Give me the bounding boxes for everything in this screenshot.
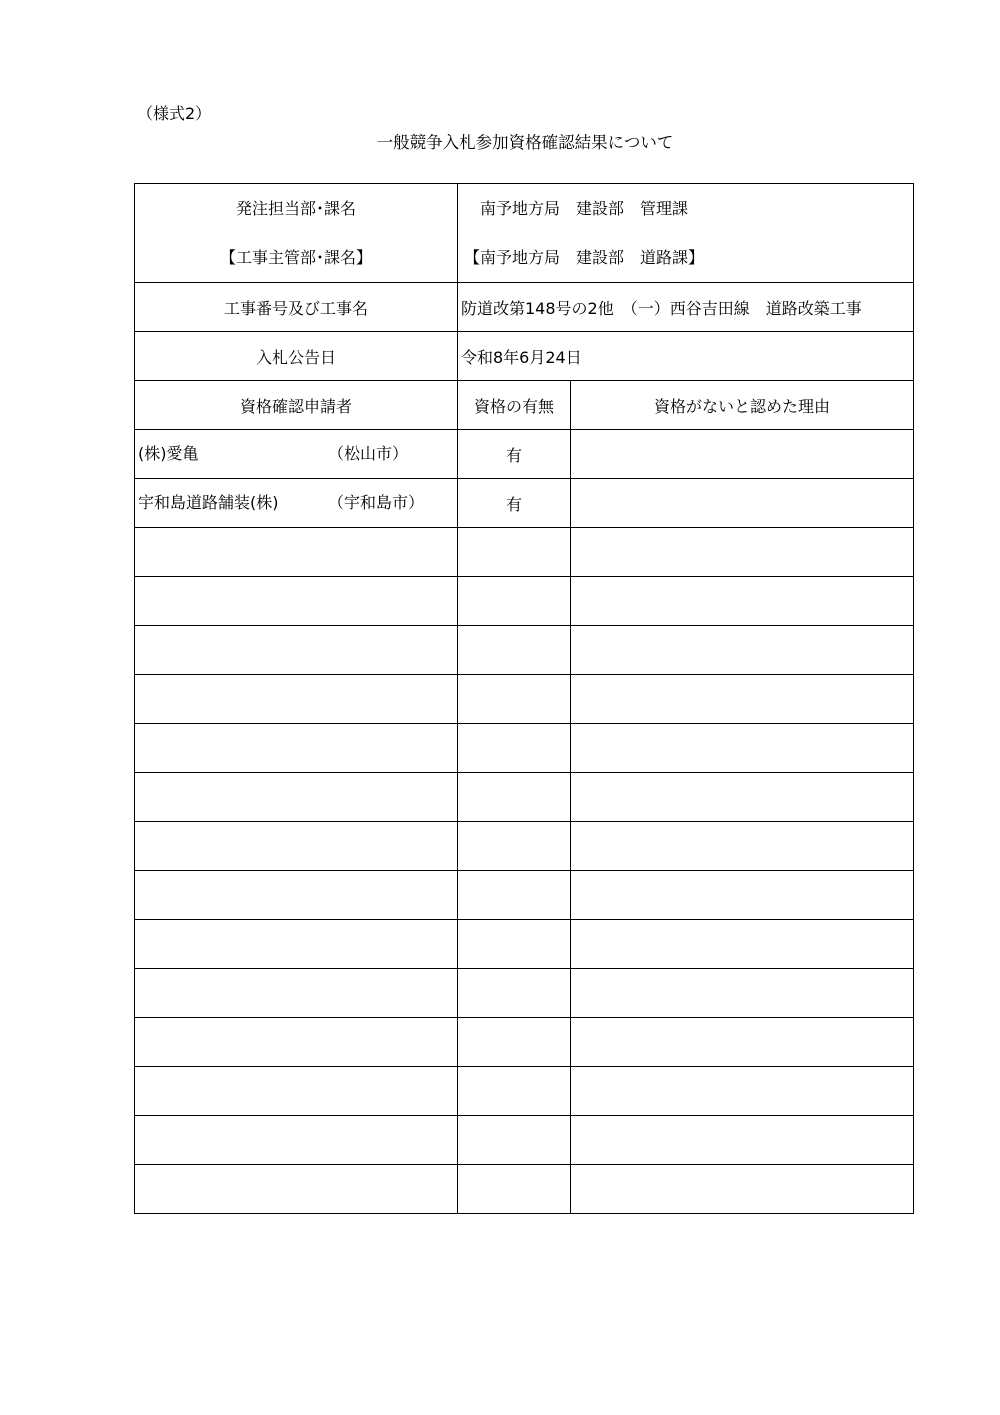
department-row xyxy=(135,184,914,283)
applicant-wrapper xyxy=(138,479,454,527)
table-row xyxy=(135,626,914,675)
department-value-cell xyxy=(458,184,914,283)
qualified-cell xyxy=(458,626,571,675)
department-value: 南予地方局 建設部 管理課 xyxy=(464,199,689,218)
table-row xyxy=(135,430,914,479)
applicant-wrapper xyxy=(138,724,454,772)
applicant-wrapper xyxy=(138,773,454,821)
document-title: 一般競争入札参加資格確認結果について xyxy=(376,133,674,152)
qualified-cell xyxy=(458,724,571,773)
applicant-cell xyxy=(135,528,458,577)
applicant-wrapper xyxy=(138,1165,454,1213)
applicant-wrapper xyxy=(138,920,454,968)
header-qualified: 資格の有無 xyxy=(458,381,571,430)
applicant-name: 宇和島道路舗装(株) xyxy=(138,493,279,512)
applicant-wrapper xyxy=(138,577,454,625)
work-value: 防道改第148号の2他 （一）西谷吉田線 道路改築工事 xyxy=(458,283,914,332)
table-row xyxy=(135,1165,914,1214)
qualified-cell xyxy=(458,1165,571,1214)
applicant-wrapper xyxy=(138,871,454,919)
applicant-city: （松山市） xyxy=(328,444,409,463)
applicant-cell xyxy=(135,822,458,871)
qualified-cell xyxy=(458,969,571,1018)
qualified-cell xyxy=(458,577,571,626)
qualified-cell: 有 xyxy=(458,430,571,479)
reason-cell xyxy=(571,528,914,577)
applicant-cell xyxy=(135,430,458,479)
table-row xyxy=(135,528,914,577)
applicant-wrapper xyxy=(138,430,454,478)
reason-cell xyxy=(571,1165,914,1214)
applicant-cell xyxy=(135,479,458,528)
table-row xyxy=(135,871,914,920)
applicant-cell xyxy=(135,1018,458,1067)
reason-cell xyxy=(571,1067,914,1116)
header-reason: 資格がないと認めた理由 xyxy=(571,381,914,430)
qualified-cell xyxy=(458,675,571,724)
qualified-cell xyxy=(458,1018,571,1067)
applicant-wrapper xyxy=(138,626,454,674)
applicant-cell xyxy=(135,871,458,920)
applicant-wrapper xyxy=(138,822,454,870)
table-row xyxy=(135,822,914,871)
applicant-city: （宇和島市） xyxy=(328,493,425,512)
table-row xyxy=(135,1067,914,1116)
qualified-cell xyxy=(458,920,571,969)
applicant-cell xyxy=(135,969,458,1018)
reason-cell xyxy=(571,626,914,675)
table-body xyxy=(135,184,914,1214)
applicant-cell xyxy=(135,577,458,626)
table-row xyxy=(135,1018,914,1067)
applicant-cell xyxy=(135,1165,458,1214)
applicant-cell xyxy=(135,675,458,724)
work-department-label: 【工事主管部･課名】 xyxy=(219,248,372,267)
work-label: 工事番号及び工事名 xyxy=(135,283,458,332)
announce-value: 令和8年6月24日 xyxy=(458,332,914,381)
table-row xyxy=(135,675,914,724)
reason-cell xyxy=(571,430,914,479)
reason-cell xyxy=(571,969,914,1018)
reason-cell xyxy=(571,822,914,871)
applicant-wrapper xyxy=(138,1116,454,1164)
reason-cell xyxy=(571,479,914,528)
table-row xyxy=(135,577,914,626)
table-row xyxy=(135,920,914,969)
qualified-cell xyxy=(458,1067,571,1116)
reason-cell xyxy=(571,1018,914,1067)
reason-cell xyxy=(571,724,914,773)
announce-row xyxy=(135,332,914,381)
applicant-name: (株)愛亀 xyxy=(138,444,199,463)
applicant-cell xyxy=(135,1067,458,1116)
work-department-value: 【南予地方局 建設部 道路課】 xyxy=(464,248,705,267)
reason-cell xyxy=(571,1116,914,1165)
applicant-cell xyxy=(135,920,458,969)
applicant-wrapper xyxy=(138,675,454,723)
applicant-wrapper xyxy=(138,1067,454,1115)
applicant-wrapper xyxy=(138,1018,454,1066)
qualified-cell xyxy=(458,773,571,822)
applicant-wrapper xyxy=(138,969,454,1017)
form-number: （様式2） xyxy=(137,104,212,123)
header-row xyxy=(135,381,914,430)
reason-cell xyxy=(571,871,914,920)
reason-cell xyxy=(571,675,914,724)
qualified-cell xyxy=(458,822,571,871)
announce-label: 入札公告日 xyxy=(135,332,458,381)
header-applicant: 資格確認申請者 xyxy=(135,381,458,430)
department-label: 発注担当部･課名 xyxy=(235,199,356,218)
table-row xyxy=(135,969,914,1018)
applicant-cell xyxy=(135,626,458,675)
department-label-cell xyxy=(135,184,458,283)
qualification-result-table xyxy=(134,183,914,1214)
reason-cell xyxy=(571,920,914,969)
applicant-cell xyxy=(135,1116,458,1165)
qualified-cell xyxy=(458,871,571,920)
table-row xyxy=(135,479,914,528)
qualified-cell xyxy=(458,1116,571,1165)
table-row xyxy=(135,1116,914,1165)
applicant-cell xyxy=(135,773,458,822)
reason-cell xyxy=(571,577,914,626)
applicant-cell xyxy=(135,724,458,773)
table-row xyxy=(135,724,914,773)
qualified-cell xyxy=(458,528,571,577)
table-row xyxy=(135,773,914,822)
reason-cell xyxy=(571,773,914,822)
work-row xyxy=(135,283,914,332)
applicant-wrapper xyxy=(138,528,454,576)
qualified-cell: 有 xyxy=(458,479,571,528)
